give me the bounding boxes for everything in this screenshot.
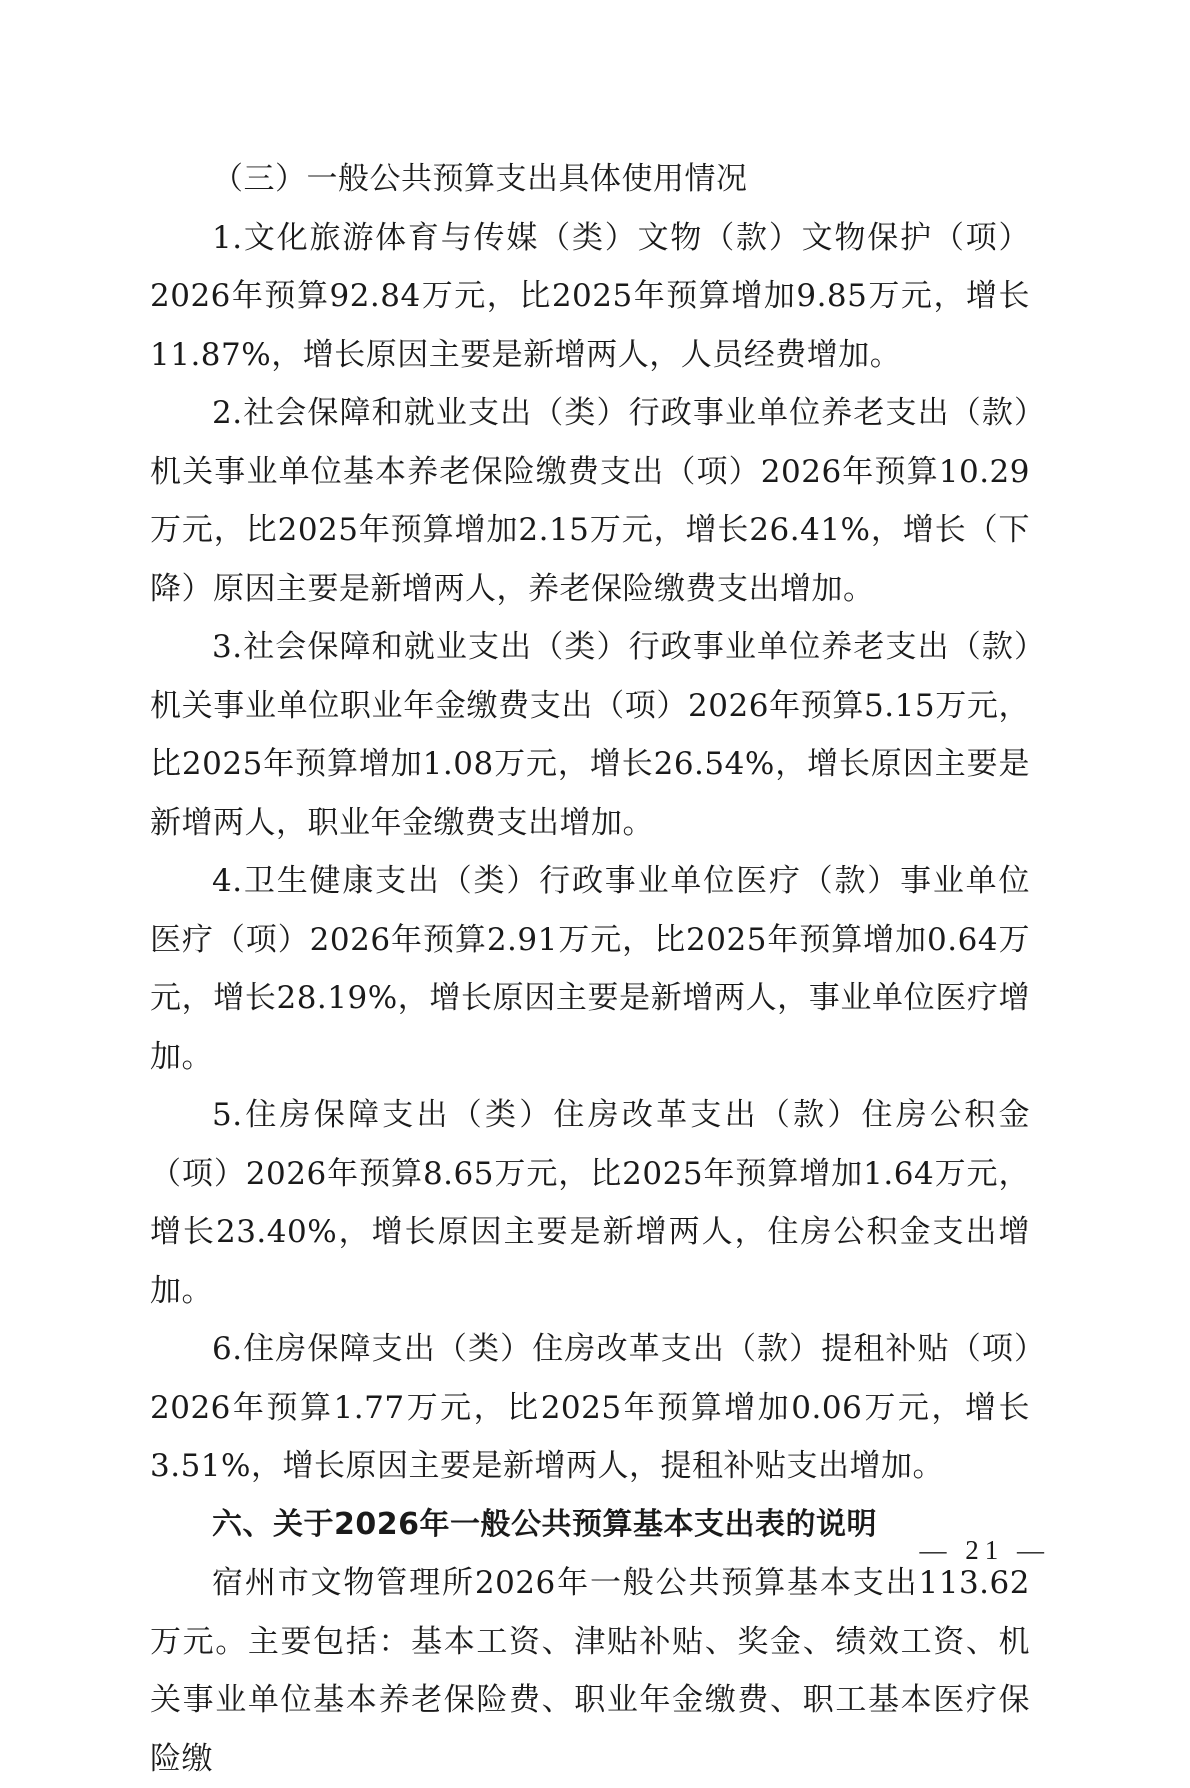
expense-item-6: 6.住房保障支出（类）住房改革支出（款）提租补贴（项）2026年预算1.77万元，比2025年预算增加0.06万元，增长3.51%，增长原因主要是新增两人，提租补贴支出增加。: [150, 1331, 1030, 1484]
expense-item-2: 2.社会保障和就业支出（类）行政事业单位养老支出（款）机关事业单位基本养老保险缴费支出（项）2026年预算10.29万元，比2025年预算增加2.15万元，增长26.41%，增长（下降）原因主要是新增两人，养老保险缴费支出增加。: [150, 395, 1030, 607]
expense-item-5: 5.住房保障支出（类）住房改革支出（款）住房公积金（项）2026年预算8.65万元，比2025年预算增加1.64万元，增长23.40%，增长原因主要是新增两人，住房公积金支出增加。: [150, 1097, 1030, 1309]
expense-item-3: 3.社会保障和就业支出（类）行政事业单位养老支出（款）机关事业单位职业年金缴费支出（项）2026年预算5.15万元，比2025年预算增加1.08万元，增长26.54%，增长原因主要是新增两人，职业年金缴费支出增加。: [150, 629, 1030, 841]
expense-item-1: 1.文化旅游体育与传媒（类）文物（款）文物保护（项）2026年预算92.84万元，比2025年预算增加9.85万元，增长11.87%，增长原因主要是新增两人，人员经费增加。: [150, 219, 1030, 373]
expense-item-4: 4.卫生健康支出（类）行政事业单位医疗（款）事业单位医疗（项）2026年预算2.91万元，比2025年预算增加0.64万元，增长28.19%，增长原因主要是新增两人，事业单位医疗增加。: [150, 863, 1030, 1075]
page-number: — 21 —: [919, 1535, 1050, 1565]
subsection-heading: （三）一般公共预算支出具体使用情况: [212, 161, 748, 197]
section-body: 宿州市文物管理所2026年一般公共预算基本支出113.62万元。主要包括：基本工资、津贴补贴、奖金、绩效工资、机关事业单位基本养老保险费、职业年金缴费、职工基本医疗保险缴: [150, 1565, 1030, 1777]
body-text: [150, 150, 1030, 1788]
section-heading: 六、关于2026年一般公共预算基本支出表的说明: [212, 1506, 877, 1542]
